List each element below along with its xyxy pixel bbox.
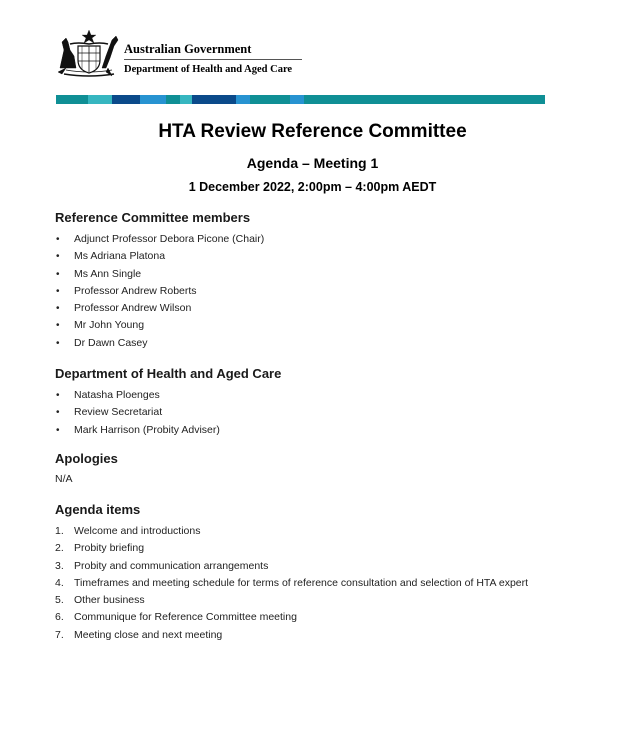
bullet-icon: • [56,424,60,436]
agenda-item-number: 4. [55,576,64,589]
band-segment [88,95,112,104]
bullet-icon: • [56,285,60,297]
meeting-date-time: 1 December 2022, 2:00pm – 4:00pm AEDT [188,180,437,194]
coat-of-arms-logo [56,28,122,78]
government-name: Australian Government [124,42,302,60]
government-wordmark [124,42,302,76]
band-segment [56,95,88,104]
list-item [55,266,595,283]
agenda-item-text: Probity briefing [74,542,145,555]
agenda-item-number: 7. [55,628,64,641]
list-item [55,404,595,421]
list-item-text: Professor Andrew Wilson [74,302,192,315]
list-item-text: Adjunct Professor Debora Picone (Chair) [74,233,265,245]
bullet-icon: • [56,303,60,315]
agenda-list [55,523,595,644]
bullet-icon: • [56,337,60,349]
list-item [55,335,595,352]
band-segment [290,95,304,104]
agenda-item-text: Probity and communication arrangements [74,559,269,572]
list-item [55,300,595,317]
agenda-item-text: Timeframes and meeting schedule for terms of reference consultation and selection of HTA expert [74,576,529,589]
colour-band [56,95,545,104]
agenda-heading: Agenda items [55,502,141,517]
band-segment [140,95,166,104]
agenda-item [55,558,595,575]
agenda-item [55,523,595,540]
list-item [55,387,595,404]
agenda-item-text: Meeting close and next meeting [74,628,223,641]
department-list [55,387,595,439]
bullet-icon: • [56,320,60,332]
bullet-icon: • [56,268,60,280]
department-name: Department of Health and Aged Care [124,64,293,75]
band-segment [192,95,236,104]
list-item [55,248,595,265]
list-item-text: Dr Dawn Casey [74,336,148,349]
band-segment [250,95,290,104]
members-section [55,210,595,352]
bullet-icon: • [56,251,60,263]
agenda-item [55,609,595,626]
agenda-item-text: Communique for Reference Committee meeting [74,611,297,624]
list-item-text: Mr John Young [74,319,145,332]
agenda-item-number: 3. [55,559,64,572]
agenda-item [55,592,595,609]
list-item-text: Ms Adriana Platona [74,250,166,263]
agenda-item-number: 1. [55,525,64,537]
band-segment [166,95,180,104]
list-item-text: Professor Andrew Roberts [74,284,197,297]
list-item [55,231,595,248]
band-segment [304,95,545,104]
agenda-item-number: 2. [55,542,64,555]
agenda-section [55,502,595,644]
department-heading: Department of Health and Aged Care [55,366,282,381]
agenda-item [55,575,595,592]
list-item-text: Mark Harrison (Probity Adviser) [74,423,220,436]
bullet-icon: • [56,390,60,401]
members-list [55,231,595,352]
list-item [55,283,595,300]
list-item-text: Natasha Ploenges [74,389,160,401]
apologies-text: N/A [55,473,73,485]
document-title: HTA Review Reference Committee [158,121,467,142]
list-item-text: Review Secretariat [74,406,163,419]
band-segment [236,95,250,104]
list-item [55,317,595,334]
bullet-icon: • [56,234,60,245]
agenda-item [55,627,595,644]
agenda-item [55,540,595,557]
document-subtitle: Agenda – Meeting 1 [246,155,379,171]
department-section [55,366,595,439]
band-segment [180,95,192,104]
list-item-text: Ms Ann Single [74,267,142,280]
band-segment [112,95,140,104]
bullet-icon: • [56,407,60,419]
list-item [55,422,595,439]
apologies-section [55,451,595,487]
agenda-item-text: Welcome and introductions [74,525,201,537]
agenda-item-number: 6. [55,611,64,624]
agenda-item-text: Other business [74,594,145,607]
agenda-item-number: 5. [55,594,64,607]
apologies-heading: Apologies [55,451,118,466]
members-heading: Reference Committee members [55,210,251,225]
